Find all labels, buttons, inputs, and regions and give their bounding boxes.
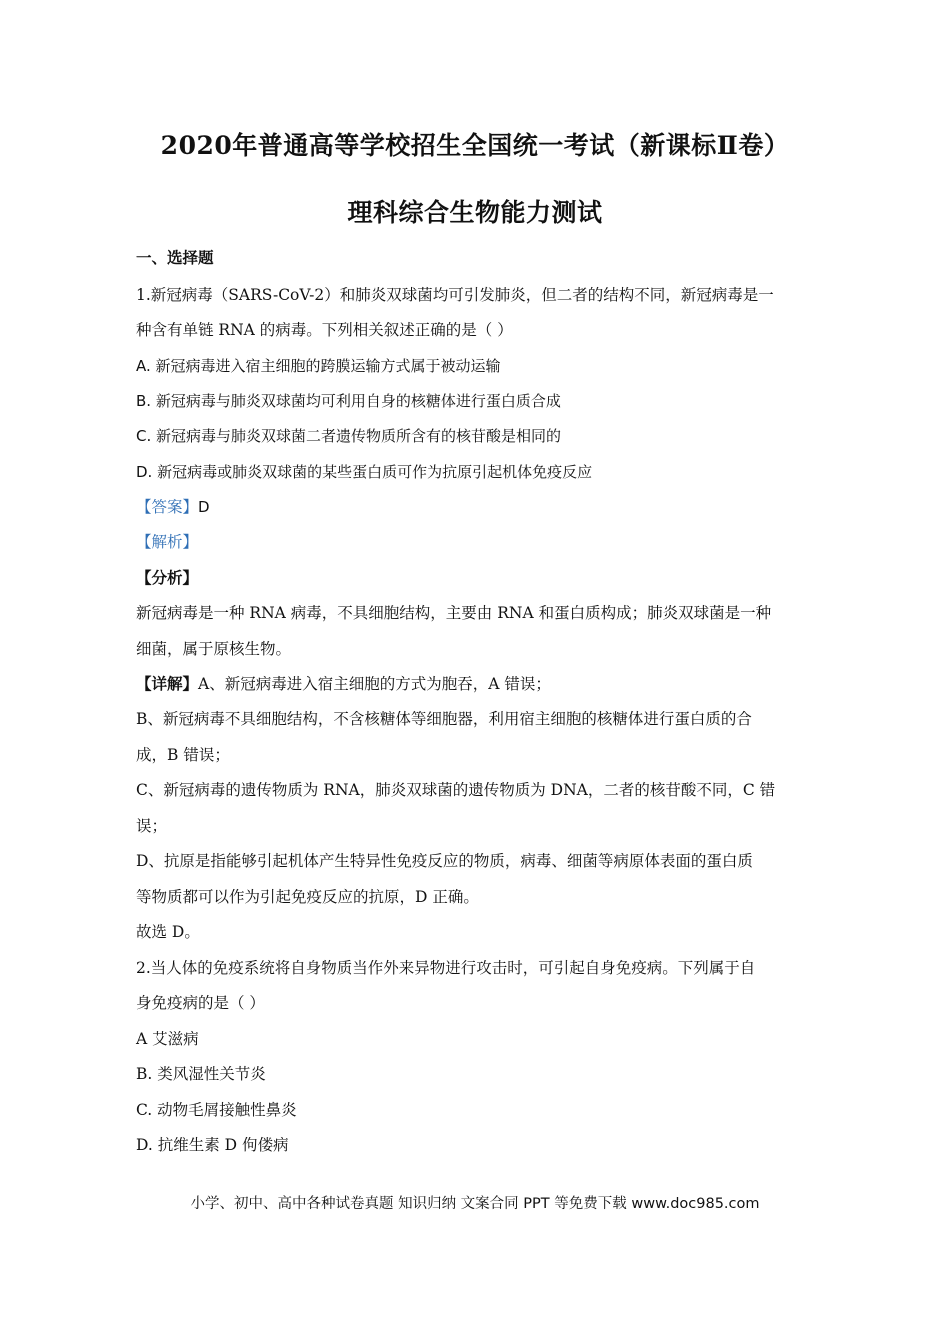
section-heading: 一、选择题: [136, 248, 214, 267]
exam-subtitle: 理科综合生物能力测试: [347, 198, 603, 227]
detail-a-text: A、新冠病毒进入宿主细胞的方式为胞吞，A 错误；: [198, 675, 551, 693]
analysis-label: 【解析】: [136, 533, 199, 551]
fenxi-label: 【分析】: [136, 568, 199, 587]
detail-a: [136, 674, 826, 694]
fenxi-line1: 新冠病毒是一种 RNA 病毒，不具细胞结构，主要由 RNA 和蛋白质构成；肺炎双球菌是一种: [136, 604, 772, 622]
answer-label: 【答案】: [136, 498, 199, 516]
q1-option-c: C. 新冠病毒与肺炎双球菌二者遗传物质所含有的核苷酸是相同的: [136, 427, 562, 445]
fenxi-line2: 细菌，属于原核生物。: [136, 640, 292, 658]
q2-option-b: B. 类风湿性关节炎: [136, 1065, 266, 1083]
q2-option-d: D. 抗维生素 D 佝偻病: [136, 1136, 289, 1154]
detail-label: 【详解】: [136, 674, 199, 693]
q2-option-a: A 艾滋病: [136, 1030, 199, 1048]
q2-stem-line1: 2.当人体的免疫系统将自身物质当作外来异物进行攻击时，可引起自身免疫病。下列属于自: [136, 959, 756, 977]
answer-value: D: [198, 498, 210, 516]
detail-d-line2: 等物质都可以作为引起免疫反应的抗原，D 正确。: [136, 888, 479, 906]
q1-stem-line2: 种含有单链 RNA 的病毒。下列相关叙述正确的是（ ）: [136, 321, 513, 339]
detail-c-line2: 误；: [136, 817, 168, 835]
exam-title: 2020年普通高等学校招生全国统一考试（新课标Ⅱ卷）: [160, 131, 790, 160]
q1-option-b: B. 新冠病毒与肺炎双球菌均可利用自身的核糖体进行蛋白质合成: [136, 392, 561, 410]
detail-b-line1: B、新冠病毒不具细胞结构，不含核糖体等细胞器，利用宿主细胞的核糖体进行蛋白质的合: [136, 710, 752, 728]
q1-option-d: D. 新冠病毒或肺炎双球菌的某些蛋白质可作为抗原引起机体免疫反应: [136, 463, 593, 481]
page-footer: 小学、初中、高中各种试卷真题 知识归纳 文案合同 PPT 等免费下载 www.doc985.com: [190, 1196, 760, 1212]
q1-conclusion: 故选 D。: [136, 923, 200, 941]
q2-stem-line2: 身免疫病的是（ ）: [136, 994, 265, 1012]
q1-answer: [136, 497, 826, 517]
detail-b-line2: 成，B 错误；: [136, 746, 230, 764]
detail-c-line1: C、新冠病毒的遗传物质为 RNA，肺炎双球菌的遗传物质为 DNA，二者的核苷酸不同，C 错: [136, 781, 776, 799]
detail-d-line1: D、抗原是指能够引起机体产生特异性免疫反应的物质，病毒、细菌等病原体表面的蛋白质: [136, 852, 753, 870]
q1-stem-line1: 1.新冠病毒（SARS-CoV-2）和肺炎双球菌均可引发肺炎，但二者的结构不同，新冠病毒是一: [136, 286, 774, 304]
q1-option-a: A. 新冠病毒进入宿主细胞的跨膜运输方式属于被动运输: [136, 357, 501, 375]
q2-option-c: C. 动物毛屑接触性鼻炎: [136, 1101, 297, 1119]
